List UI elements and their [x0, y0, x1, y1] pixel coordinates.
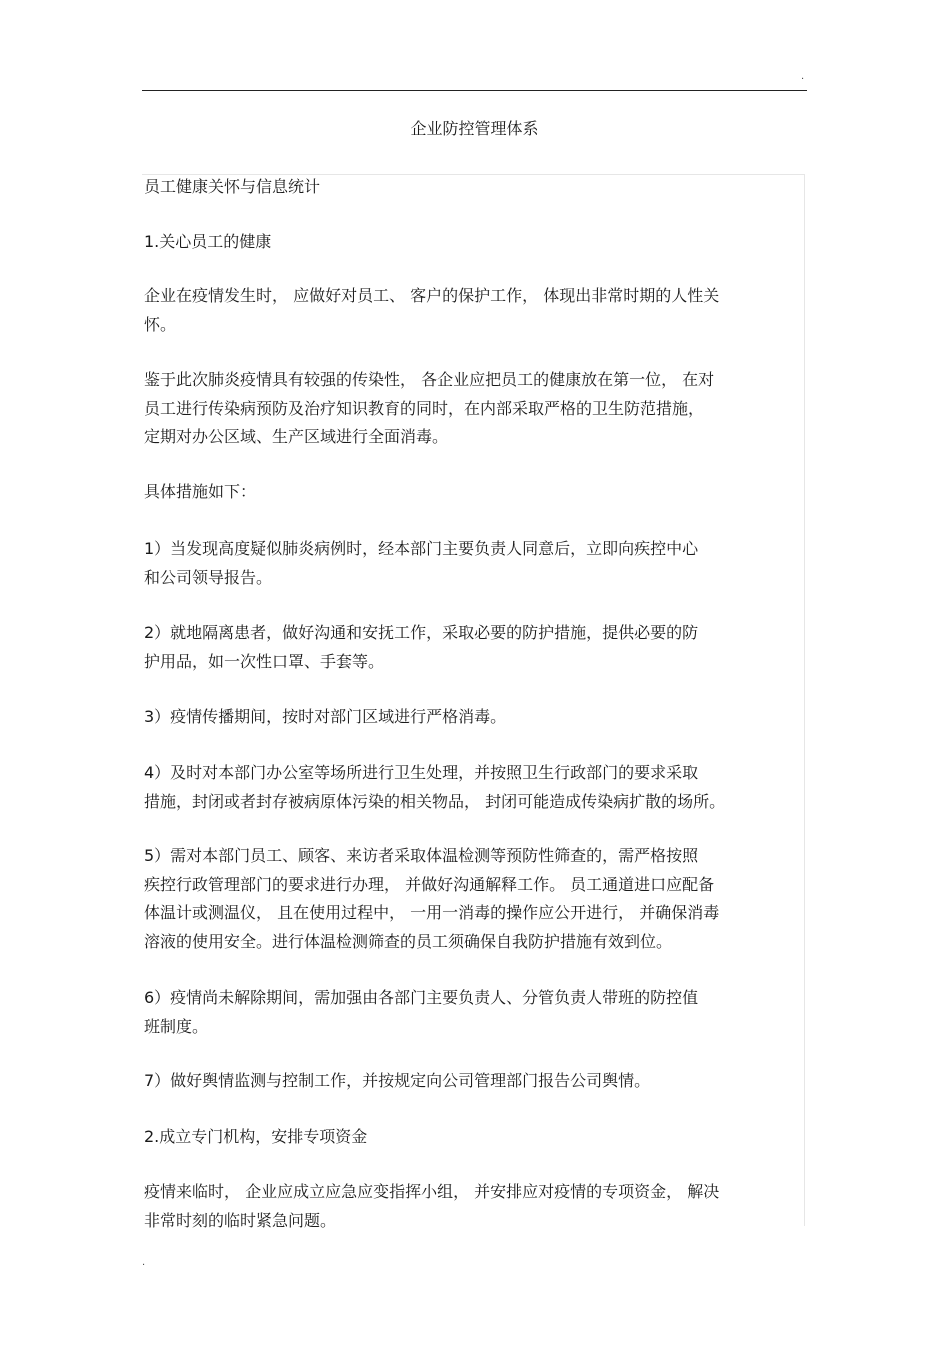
- measure-item-3: 3）疫情传播期间，按时对部门区域进行严格消毒。: [144, 707, 507, 726]
- subheading-special-agency: 2.成立专门机构，安排专项资金: [144, 1127, 368, 1146]
- measure-item-7: 7）做好舆情监测与控制工作，并按规定向公司管理部门报告公司舆情。: [144, 1071, 651, 1090]
- paragraph-protection: 企业在疫情发生时， 应做好对员工、 客户的保护工作， 体现出非常时期的人性关 怀。: [144, 286, 720, 334]
- measure-item-6: 6）疫情尚未解除期间，需加强由各部门主要负责人、分管负责人带班的防控值 班制度。: [144, 988, 699, 1036]
- paragraph-epidemic-measures: 鉴于此次肺炎疫情具有较强的传染性， 各企业应把员工的健康放在第一位， 在对 员工进行传染病预防及治疗知识教育的同时，在内部采取严格的卫生防范措施， 定期对办公区域、生产区域进行全面消毒。: [144, 370, 715, 446]
- paragraph-emergency-fund: 疫情来临时， 企业应成立应急应变指挥小组， 并安排应对疫情的专项资金， 解决 非常时刻的临时紧急问题。: [144, 1182, 720, 1230]
- measure-item-5: 5）需对本部门员工、顾客、来访者采取体温检测等预防性筛查的，需严格按照 疾控行政管理部门的要求进行办理， 并做好沟通解释工作。 员工通道进口应配备 体温计或测温仪， 且在使用过程中， 一用一消毒的操作应公开进行， 并确保消毒 溶液的使用安全。进行体温检测筛查的员工须确保自我防护措施有效到位。: [144, 846, 720, 951]
- measure-item-4: 4）及时对本部门办公室等场所进行卫生处理，并按照卫生行政部门的要求采取 措施，封闭或者封存被病原体污染的相关物品， 封闭可能造成传染病扩散的场所。: [144, 763, 726, 811]
- measures-intro: 具体措施如下：: [144, 482, 257, 501]
- page-footer-marker: .: [142, 1257, 146, 1268]
- document-title: 企业防控管理体系: [410, 119, 539, 138]
- page-corner-marker: .: [801, 71, 805, 82]
- measure-item-1: 1）当发现高度疑似肺炎病例时，经本部门主要负责人同意后，立即向疾控中心 和公司领导报告。: [144, 539, 699, 587]
- document-body: [142, 174, 805, 1230]
- header-rule: [142, 90, 807, 91]
- measure-item-2: 2）就地隔离患者，做好沟通和安抚工作，采取必要的防护措施，提供必要的防 护用品，如一次性口罩、手套等。: [144, 623, 699, 671]
- subheading-care-health: 1.关心员工的健康: [144, 232, 272, 251]
- section-heading: 员工健康关怀与信息统计: [144, 177, 321, 196]
